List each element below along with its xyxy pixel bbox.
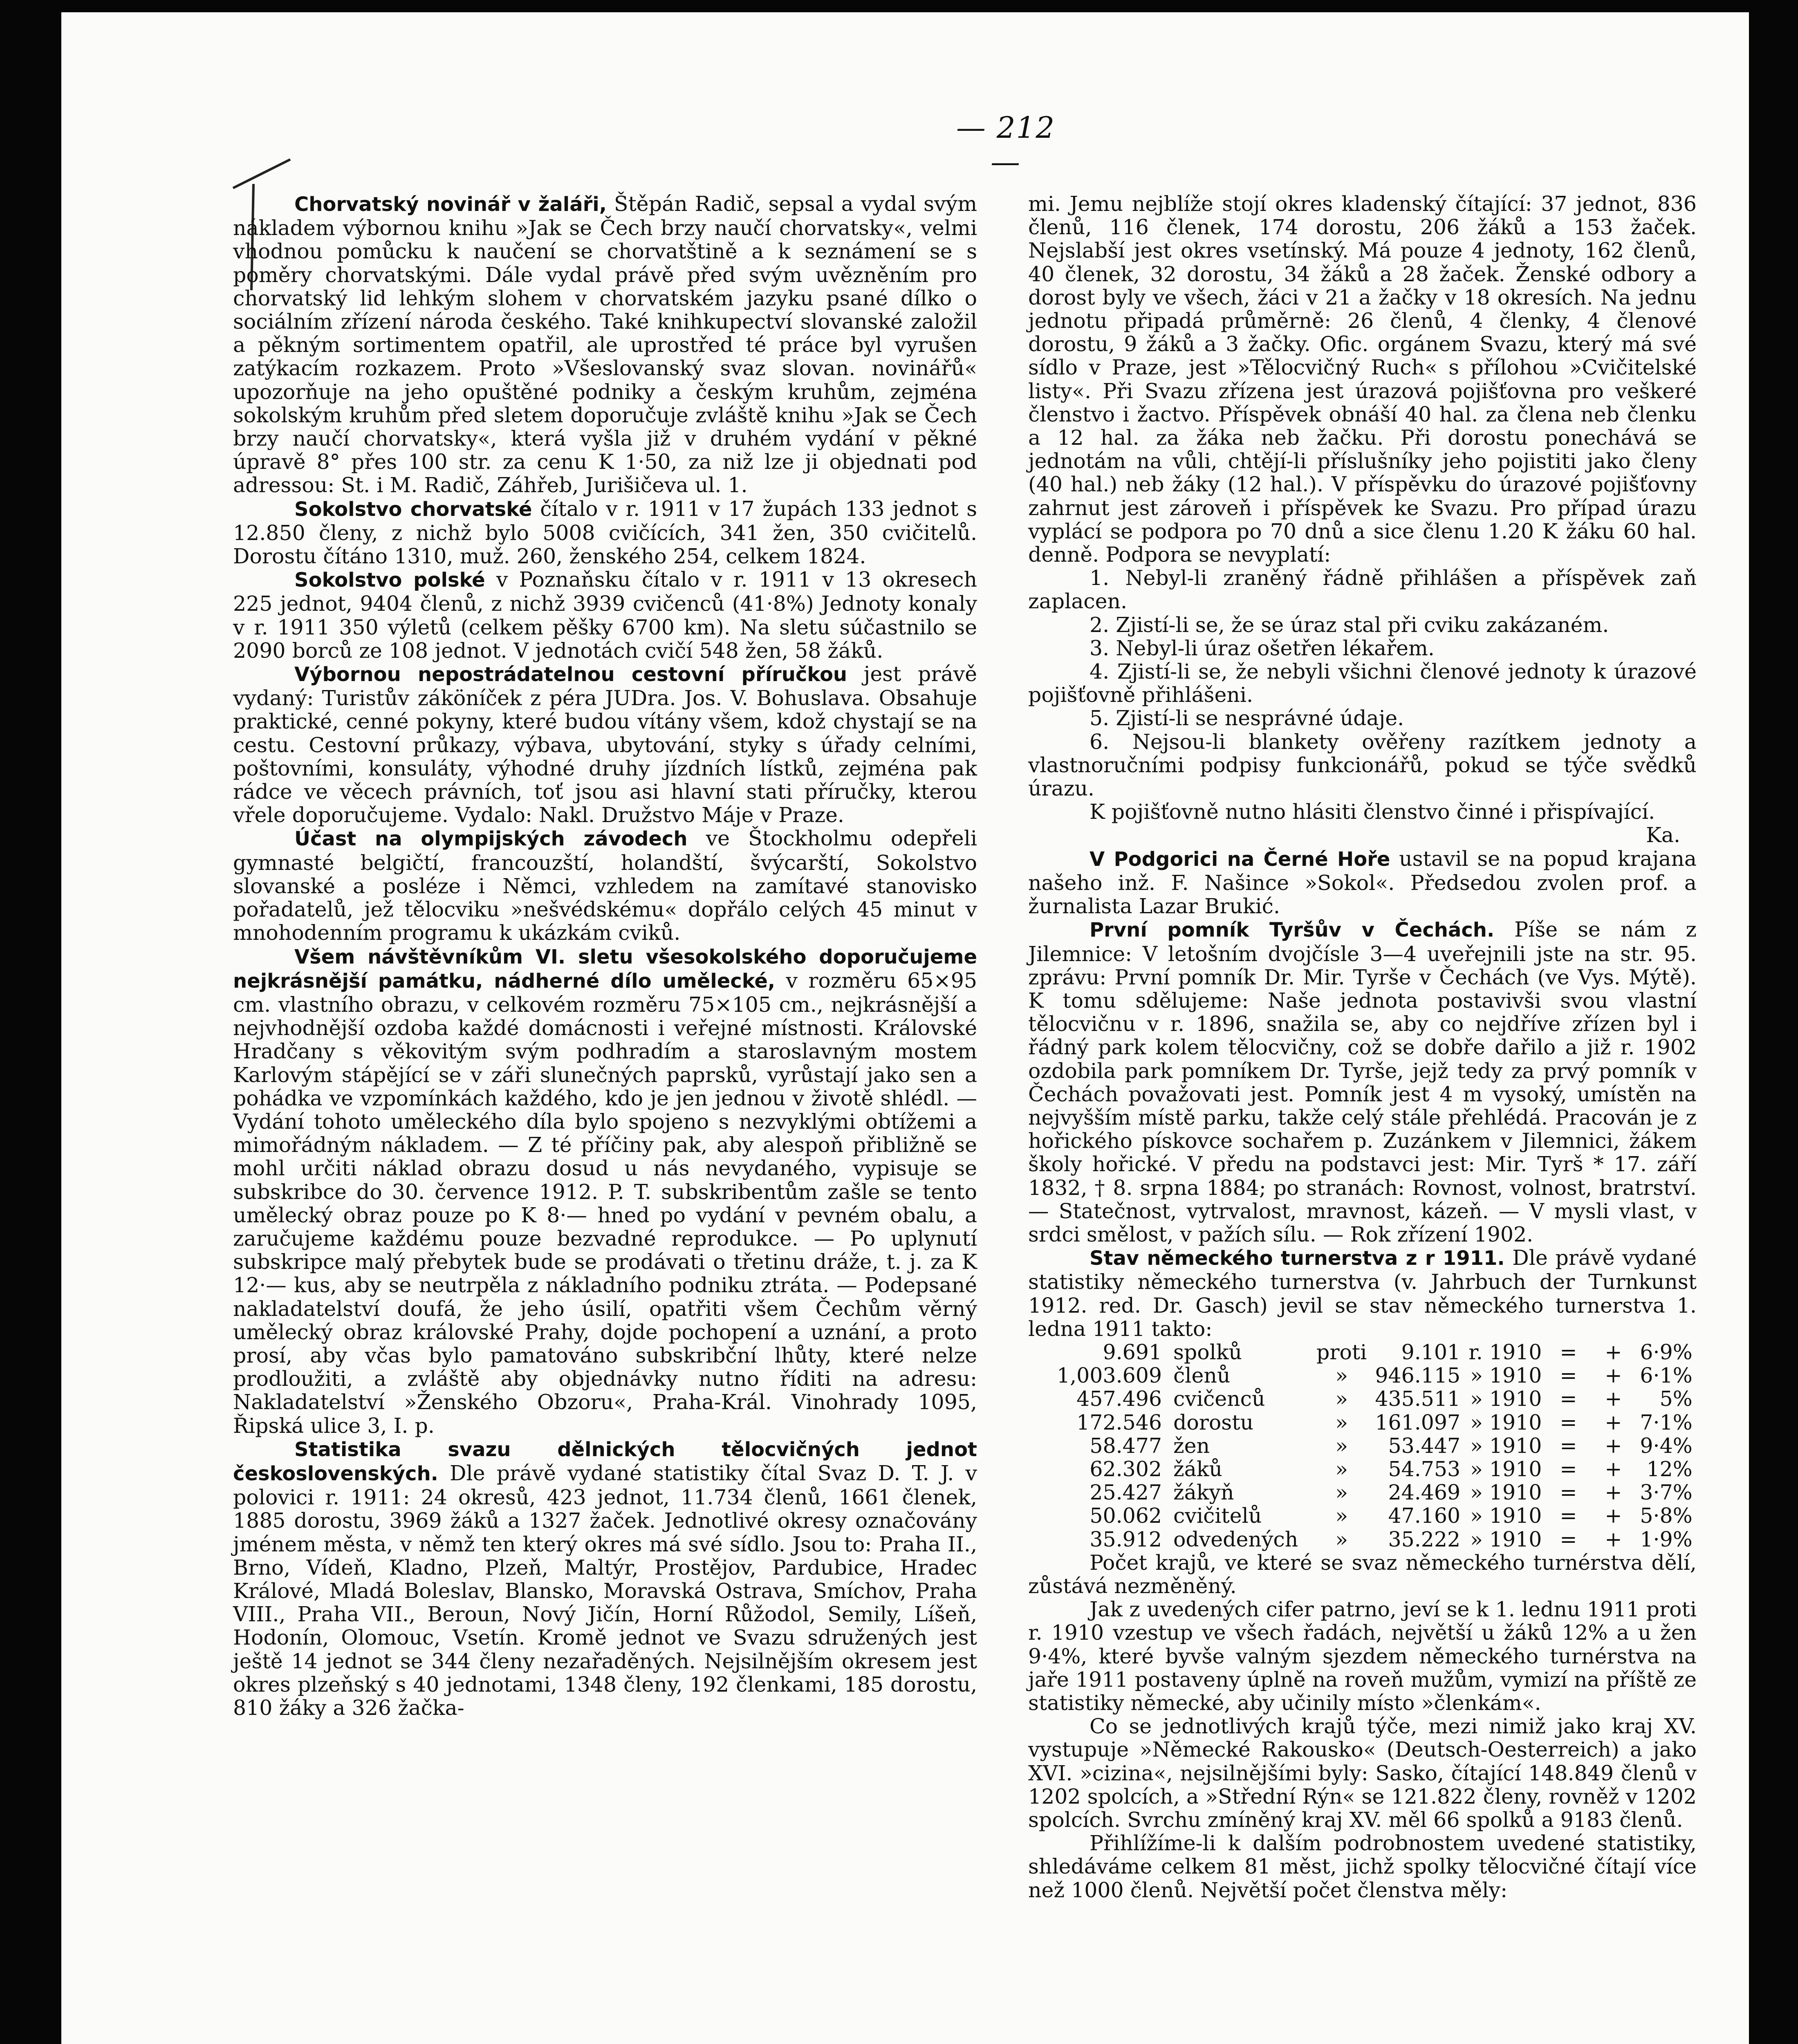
percent-change: 5·8%	[1640, 1504, 1693, 1528]
right-column	[1028, 192, 1697, 1902]
paragraph-text: Dle právě vydané statistiky čítal Svaz D. T. J. v polovici r. 1911: 24 okresů, 423 jednot, 11.734 členů, 1661 členek, 1885 dorostu, 3969 žáků a 1327 žaček. Jednotlivé okresy označovány jménem města, v němž ten který okres má své sídlo. Jsou to: Praha II., Brno, Vídeň, Kladno, Plzeň, Maltýr, Prostějov, Pardubice, Hradec Králové, Mladá Boleslav, Blansko, Moravská Ostrava, Smíchov, Praha VIII., Praha VII., Beroun, Nový Jičín, Horní Růžodol, Semily, Líšeň, Hodonín, Olomouc, Vsetín. Kromě jednot ve Svazu sdružených jest ještě 14 jednot se 344 členy nezařaděných. Nejsilnějším okresem jest okres plzeňský s 40 jednotami, 1348 členy, 192 členkami, 185 dorostu, 810 žáky a 326 žačka-	[233, 1461, 977, 1720]
value-1910: 435.511	[1375, 1387, 1461, 1411]
list-item	[1028, 730, 1697, 800]
paragraph-text: mi. Jemu nejblíže stojí okres kladenský čítající: 37 jednot, 836 členů, 116 členek, 174 dorostu, 206 žáků a 153 žaček. Nejslabší jest okres vsetínský. Má pouze 4 jednoty, 162 členů, 40 členek, 32 dorostu, 34 žáků a 28 žaček. Ženské odbory a dorost byly ve všech, žáci v 21 a žačky v 18 okresích. Na jednu jednotu připadá průměrně: 26 členů, 4 členky, 4 členové dorostu, 9 žáků a 3 žačky. Ofic. orgánem Svazu, který má své sídlo v Praze, jest »Tělocvičný Ruch« s přílohou »Cvičitelské listy«. Při Svazu zřízena jest úrazová pojišťovna pro veškeré členstvo i žactvo. Příspěvek obnáší 40 hal. za člena neb členku a 12 hal. za žáka neb žačku. Při dorostu ponechává se jednotám na vůli, chtějí-li příslušníky jeho pojistiti jako členy (40 hal.) neb žáky (12 hal.). V příspěvku do úrazové pojišťovny zahrnut jest zároveň i příspěvek ke Svazu. Pro případ úrazu vyplácí se podpora po 70 dnů a sice členu 1.20 K žáku 60 hal. denně. Podpora se nevyplatí:	[1028, 192, 1697, 567]
paragraph	[1028, 1246, 1697, 1340]
paragraph-heading: V Podgorici na Černé Hoře	[1090, 847, 1390, 871]
category: cvičitelů	[1173, 1504, 1262, 1528]
value-1911: 50.062	[1090, 1504, 1162, 1528]
paragraph-heading: Chorvatský novinář v žaláři,	[294, 193, 607, 216]
percent-change: 9·4%	[1640, 1433, 1693, 1458]
equals: =	[1560, 1504, 1577, 1528]
list-item	[1028, 637, 1697, 660]
table-row	[1053, 1481, 1697, 1504]
equals: =	[1560, 1410, 1577, 1434]
paragraph-text: Dle právě vydané statistiky německého turnerstva (v. Jahrbuch der Turnkunst 1912. red. Dr. Gasch) jevil se stav německého turnerstva 1. ledna 1911 takto:	[1028, 1246, 1697, 1341]
paragraph-text: Štěpán Radič, sepsal a vydal svým nákladem výbornou knihu »Jak se Čech brzy naučí chorvatsky«, velmi vhodnou pomůcku k naučení se chorvatštině a k seznámení se s poměry chorvatskými. Dále vydal právě před svým uvězněním pro chorvatský lid lehkým slohem v chorvatském jazyku psané dílko o sociálním zřízení národa českého. Také knihkupectví slovanské založil a pěkným sortimentem opatřil, ale uprostřed té práce byl vyrušen zatýkacím rozkazem. Proto »Všeslovanský svaz slovan. novinářů« upozorňuje na jeho opuštěné podniky a českým kruhům, zejména sokolským kruhům před sletem doporučuje zvláště knihu »Jak se Čech brzy naučí chorvatsky«, která vyšla již v druhém vydání v pěkné úpravě 8° přes 100 str. za cenu K 1·50, za niž lze ji objednati pod adressou: St. i M. Radič, Záhřeb, Jurišičeva ul. 1.	[233, 192, 977, 498]
paragraph-text: ve Štockholmu odepřeli gymnasté belgičtí, francouzští, holandští, švýcarští, Sokolstvo slovanské a posléze i Němci, vzhledem na zamítavé stanovisko pořadatelů, jež tělocviku »nešvédskému« dopřálo celých 45 minut v mnohodenním programu k ukázkám cviků.	[233, 826, 977, 945]
percent-change: 5%	[1659, 1387, 1693, 1411]
category: dorostu	[1173, 1410, 1254, 1434]
paragraph-text: Co se jednotlivých krajů týče, mezi nimiž jako kraj XV. vystupuje »Německé Rakousko« (Deutsch-Oesterreich) a jako XVI. »cizina«, nejsilnějšími byly: Sasko, čítající 148.849 členů v 1202 spolcích, a »Střední Rýn« se 121.822 členy, rovněž v 1202 spolcích. Svrchu zmíněný kraj XV. měl 66 spolků a 9183 členů.	[1028, 1714, 1697, 1832]
document-page	[61, 12, 1749, 2044]
comparison-mark: »	[1335, 1433, 1348, 1458]
equals: =	[1560, 1457, 1577, 1481]
paragraph-text: v rozměru 65×95 cm. vlastního obrazu, v celkovém rozměru 75×105 cm., nejkrásnější a nejvhodnější ozdoba každé domácnosti i veřejné místnosti. Královské Hradčany s věkovitým svým podhradím a staroslavným mostem Karlovým stápějící se v záři slunečných paprsků, vyrůstají jako sen a pohádka ve vzpomínkách každého, kdo je jen jednou v životě shlédl. — Vydání tohoto uměleckého díla bylo spojeno s nezvyklými obtížemi a mimořádným nákladem. — Z té příčiny pak, aby alespoň přibližně se mohl určiti náklad obrazu dosud u nás nevydaného, vypisuje se subskribce do 30. července 1912. P. T. subskribentům zašle se tento umělecký obraz pouze po K 8·— hned po vydání v pevném obalu, a zaručujeme každému pouze bezvadné reprodukce. — Po uplynutí subskripce malý přebytek bude se prodávati o třetinu dráže, t. j. za K 12·— kus, aby se neutrpěla z nákladního podniku ztráta. — Podepsané nakladatelství doufá, že jeho úsilí, opatřiti všem Čechům věrný umělecký obraz královské Prahy, dojde pochopení a uznání, a proto prosí, aby včas bylo pamatováno subskribční lhůty, které nelze prodloužiti, a zvláště aby objednávky nutno říditi na adresu: Nakladatelství »Ženského Obzoru«, Praha-Král. Vinohrady 1095, Řipská ulice 3, I. p.	[233, 968, 977, 1438]
paragraph-heading: Výbornou nepostrádatelnou cestovní příručkou	[294, 663, 847, 686]
paragraph-text: Ka.	[1646, 823, 1680, 847]
year-ref: » 1910	[1470, 1457, 1542, 1481]
paragraph-text: jest právě vydaný: Turistův záköníček z péra JUDra. Jos. V. Bohuslava. Obsahuje praktické, cenné pokyny, které budou vítány všem, kdož chystají se na cestu. Cestovní průkazy, výbava, ubytování, styky s úřady celními, poštovními, konsuláty, výhodné druhy jízdních lístků, zejména pak rádce ve věcech právních, toť jsou asi hlavní stati příručky, kterou vřele doporučujeme. Vydalo: Nakl. Družstvo Máje v Praze.	[233, 662, 977, 827]
right-column-text-top	[1028, 192, 1697, 1340]
value-1910: 9.101	[1401, 1340, 1461, 1364]
category: cvičenců	[1173, 1387, 1265, 1411]
paragraph	[1028, 800, 1697, 823]
page-number: — 212 —	[956, 110, 1056, 179]
year-ref: » 1910	[1470, 1410, 1542, 1434]
paragraph-text: 3. Nebyl-li úraz ošetřen lékařem.	[1090, 636, 1435, 660]
value-1910: 54.753	[1388, 1457, 1461, 1481]
percent-change: 1·9%	[1640, 1527, 1693, 1551]
paragraph-text: ustavil se na popud krajana našeho inž. F. Našince »Sokol«. Předsedou zvolen prof. a žurnalista Lazar Brukić.	[1028, 846, 1697, 919]
category: žáků	[1173, 1457, 1222, 1481]
right-column-text-bottom	[1028, 1551, 1697, 1902]
percent-change: 6·1%	[1640, 1363, 1693, 1388]
paragraph-heading: Sokolstvo chorvatské	[294, 498, 532, 521]
sign: +	[1605, 1387, 1622, 1411]
sign: +	[1605, 1480, 1622, 1505]
sign: +	[1605, 1410, 1622, 1434]
comparison-mark: »	[1335, 1480, 1348, 1505]
year-ref: » 1910	[1470, 1363, 1542, 1388]
paragraph-heading: Statistika svazu dělnických tělocvičných jednot československých.	[233, 1438, 977, 1485]
paragraph-text: 5. Zjistí-li se nesprávné údaje.	[1090, 706, 1404, 731]
paragraph	[1028, 1551, 1697, 1598]
year-ref: » 1910	[1470, 1480, 1542, 1505]
paragraph	[233, 662, 977, 827]
table-row	[1053, 1457, 1697, 1481]
value-1911: 58.477	[1090, 1433, 1162, 1458]
sign: +	[1605, 1457, 1622, 1481]
paragraph	[233, 192, 977, 497]
value-1911: 62.302	[1090, 1457, 1162, 1481]
paragraph-heading: Všem návštěvníkům VI. sletu všesokolského doporučujeme nejkrásnější památku, nádherné dílo umělecké,	[233, 945, 977, 993]
paragraph	[233, 1437, 977, 1719]
category: odvedených	[1173, 1527, 1298, 1551]
comparison-mark: »	[1335, 1504, 1348, 1528]
sign: +	[1605, 1433, 1622, 1458]
equals: =	[1560, 1387, 1577, 1411]
author-signature	[1028, 823, 1697, 847]
comparison-mark: »	[1335, 1527, 1348, 1551]
percent-change: 6·9%	[1640, 1340, 1693, 1364]
category: spolků	[1173, 1340, 1242, 1364]
table-row	[1053, 1528, 1697, 1551]
paragraph-heading: První pomník Tyršův v Čechách.	[1090, 919, 1495, 942]
equals: =	[1560, 1340, 1577, 1364]
paragraph	[1028, 1715, 1697, 1831]
table-row	[1053, 1434, 1697, 1457]
category: členů	[1173, 1363, 1231, 1388]
category: žákyň	[1173, 1480, 1234, 1505]
paragraph-text: Počet krajů, ve které se svaz německého turnérstva dělí, zůstává nezměněný.	[1028, 1550, 1697, 1598]
equals: =	[1560, 1433, 1577, 1458]
value-1910: 47.160	[1388, 1504, 1461, 1528]
paragraph-text: Přihlížíme-li k dalším podrobnostem uvedené statistiky, shledáváme celkem 81 měst, jichž spolky tělocvičné čítají více než 1000 členů. Největší počet členstva měly:	[1028, 1831, 1697, 1902]
paragraph	[1028, 192, 1697, 566]
paragraph	[1028, 1831, 1697, 1902]
paragraph-text: Jak z uvedených cifer patrno, jeví se k 1. lednu 1911 proti r. 1910 vzestup ve všech řadách, největší u žáků 12% a u žen 9·4%, které byvše valným sjezdem německého turnérstva na jaře 1911 postaveny úplně na roveň mužům, vymizí na příště ze statistiky německé, aby učinily místo »členkám«.	[1028, 1597, 1697, 1715]
sign: +	[1605, 1527, 1622, 1551]
value-1911: 1,003.609	[1057, 1363, 1162, 1388]
equals: =	[1560, 1363, 1577, 1388]
value-1911: 457.496	[1076, 1387, 1162, 1411]
list-item	[1028, 566, 1697, 613]
paragraph-text: 2. Zjistí-li se, že se úraz stal při cviku zakázaném.	[1090, 612, 1609, 637]
year-ref: » 1910	[1470, 1433, 1542, 1458]
category: žen	[1173, 1433, 1210, 1458]
value-1910: 161.097	[1375, 1410, 1461, 1434]
value-1910: 53.447	[1388, 1433, 1461, 1458]
paragraph	[1028, 1598, 1697, 1715]
paragraph-heading: Účast na olympijských závodech	[294, 827, 688, 851]
table-row	[1053, 1364, 1697, 1387]
value-1911: 9.691	[1103, 1340, 1162, 1364]
sign: +	[1605, 1340, 1622, 1364]
equals: =	[1560, 1527, 1577, 1551]
year-ref: » 1910	[1470, 1527, 1542, 1551]
percent-change: 3·7%	[1640, 1480, 1693, 1505]
paragraph-text: 4. Zjistí-li se, že nebyli všichni členové jednoty k úrazové pojišťovně přihlášeni.	[1028, 659, 1697, 707]
paragraph	[233, 945, 977, 1437]
paragraph-text: Píše se nám z Jilemnice: V letošním dvojčísle 3—4 uveřejnili jste na str. 95. zprávu: První pomník Dr. Mir. Tyrše v Čechách (ve Vys. Mýtě). K tomu sdělujeme: Naše jednota postavivši svou vlastní tělocvičnu v r. 1896, snažila se, aby co nejdříve zřízen byl i řádný park kolem tělocvičny, což se dobře dařilo a již r. 1902 ozdobila park pomníkem Dr. Tyrše, jejž tedy za prvý pomník v Čechách považovati jest. Pomník jest 4 m vysoký, umístěn na nejvyšším místě parku, takže celý stále přehlédá. Pracován je z hořického pískovce sochařem p. Zuzánkem v Jilemnici, žákem školy hořické. V předu na podstavci jest: Mir. Tyrš * 17. září 1832, † 8. srpna 1884; po stranách: Rovnost, volnost, bratrství. — Statečnost, vytrvalost, mravnost, kázeň. — V mysli vlast, v srdci smělost, v pažích sílu. — Rok zřízení 1902.	[1028, 917, 1697, 1246]
paragraph-text: v Poznaňsku čítalo v r. 1911 v 13 okresech 225 jednot, 9404 členů, z nichž 3939 cvičenců (41·8%) Jednoty konaly v r. 1911 350 výletů (celkem pěšky 6700 km). Na sletu súčastnilo se 2090 borců ze 108 jednot. V jednotách cvičí 548 žen, 58 žáků.	[233, 567, 977, 663]
comparison-mark: »	[1335, 1387, 1348, 1411]
paragraph-text: 1. Nebyl-li zraněný řádně přihlášen a příspěvek zaň zaplacen.	[1028, 566, 1697, 614]
year-ref: r. 1910	[1468, 1340, 1542, 1364]
comparison-mark: »	[1335, 1457, 1348, 1481]
paragraph	[233, 827, 977, 944]
value-1911: 25.427	[1090, 1480, 1162, 1505]
value-1910: 35.222	[1388, 1527, 1461, 1551]
list-item	[1028, 706, 1697, 730]
left-column	[233, 192, 977, 1719]
table-row	[1053, 1387, 1697, 1410]
list-item	[1028, 660, 1697, 706]
comparison-mark: »	[1335, 1410, 1348, 1434]
table-row	[1053, 1340, 1697, 1364]
year-ref: » 1910	[1470, 1387, 1542, 1411]
paragraph	[233, 497, 977, 568]
percent-change: 7·1%	[1640, 1410, 1693, 1434]
paragraph	[1028, 847, 1697, 918]
equals: =	[1560, 1480, 1577, 1505]
list-item	[1028, 613, 1697, 637]
value-1911: 35.912	[1090, 1527, 1162, 1551]
paragraph-text: 6. Nejsou-li blankety ověřeny razítkem jednoty a vlastnoručními podpisy funkcionářů, pokud se týče svědků úrazu.	[1028, 729, 1697, 801]
paragraph	[1028, 918, 1697, 1246]
paragraph-text: čítalo v r. 1911 v 17 župách 133 jednot s 12.850 členy, z nichž bylo 5008 cvičících, 341 žen, 350 cvičitelů. Dorostu čítáno 1310, muž. 260, ženského 254, celkem 1824.	[233, 496, 977, 569]
paragraph-heading: Stav německého turnerstva z r 1911.	[1090, 1247, 1505, 1270]
table-row	[1053, 1504, 1697, 1527]
comparison-mark: proti	[1316, 1340, 1367, 1364]
year-ref: » 1910	[1470, 1504, 1542, 1528]
percent-change: 12%	[1646, 1457, 1693, 1481]
turner-statistics-table	[1053, 1340, 1697, 1551]
paragraph-heading: Sokolstvo polské	[294, 569, 485, 592]
value-1911: 172.546	[1076, 1410, 1162, 1434]
comparison-mark: »	[1335, 1363, 1348, 1388]
paragraph-text: K pojišťovně nutno hlásiti členstvo činné i přispívající.	[1090, 800, 1655, 824]
value-1910: 24.469	[1388, 1480, 1461, 1505]
table-row	[1053, 1411, 1697, 1434]
sign: +	[1605, 1504, 1622, 1528]
value-1910: 946.115	[1375, 1363, 1461, 1388]
paragraph	[233, 568, 977, 662]
sign: +	[1605, 1363, 1622, 1388]
